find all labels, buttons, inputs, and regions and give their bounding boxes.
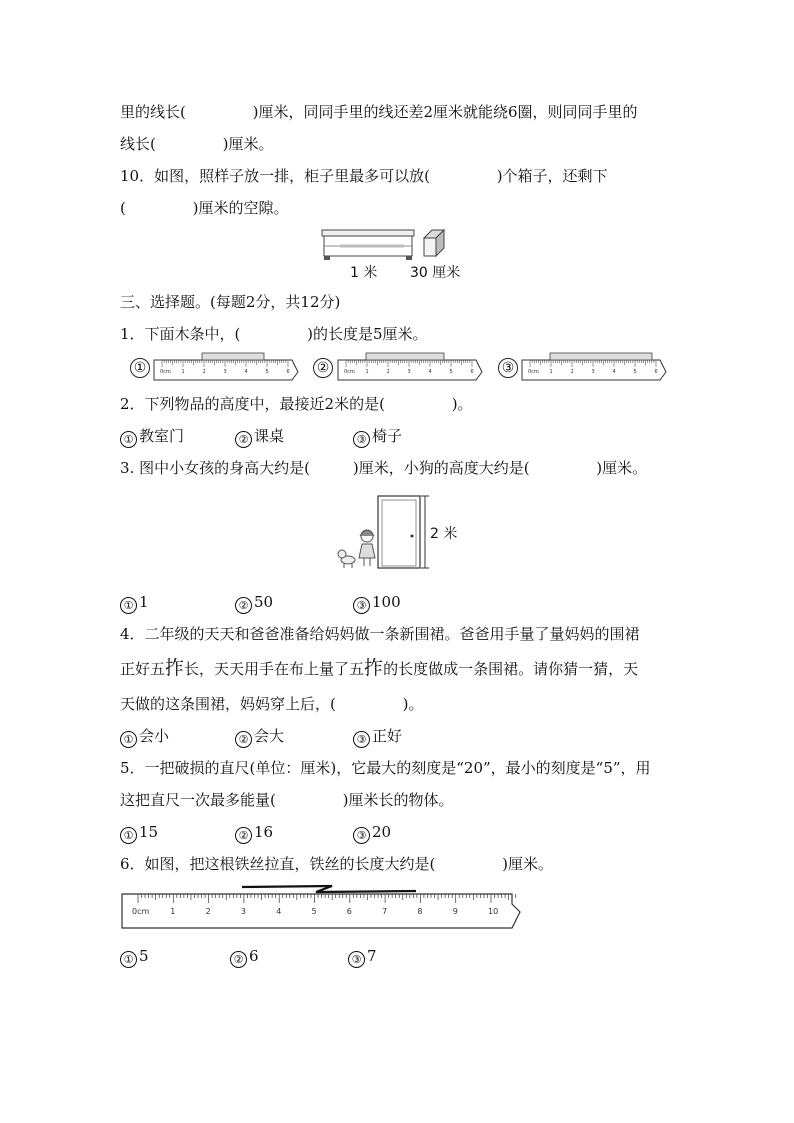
ruler-tick-label: 2 [205, 907, 211, 916]
ruler-tick-label: 6 [470, 369, 474, 375]
q3-option-3[interactable]: ③ 100 [353, 592, 401, 614]
zha-char: 拃 [165, 657, 185, 679]
q4-option-3[interactable]: ③ 正好 [353, 726, 402, 748]
ruler-tick-label: 8 [417, 907, 423, 916]
cabinet-box-figure [320, 226, 490, 286]
ruler-tick-label: 5 [265, 369, 269, 375]
q1-option-2-marker[interactable]: ② [313, 358, 333, 378]
ruler-tick-label: 3 [591, 369, 595, 375]
label-2m: 2 米 [430, 526, 458, 542]
ruler-unit-label: 0cm [160, 369, 171, 375]
q4-option-2[interactable]: ② 会大 [235, 726, 284, 748]
ruler-unit-label: 0cm [344, 369, 355, 375]
ruler-tick-label: 3 [240, 907, 246, 916]
q1-ruler-1 [152, 352, 302, 382]
q6-text: 6．如图，把这根铁丝拉直，铁丝的长度大约是( )厘米。 [120, 855, 554, 873]
q3-option-2[interactable]: ② 50 [235, 592, 273, 614]
q6-option-2[interactable]: ② 6 [230, 946, 259, 968]
q4-option-1[interactable]: ① 会小 [120, 726, 169, 748]
q10-line-1: 10．如图，照样子放一排，柜子里最多可以放( )个箱子，还剩下 [120, 167, 608, 185]
q5-option-3[interactable]: ③ 20 [353, 822, 391, 844]
q3-text: 3. 图中小女孩的身高大约是( )厘米，小狗的高度大约是( )厘米。 [120, 459, 648, 477]
q4-line-3: 天做的这条围裙，妈妈穿上后，( )。 [120, 695, 424, 713]
ruler-tick-label: 5 [449, 369, 453, 375]
q5-line-1: 5．一把破损的直尺(单位：厘米)，它最大的刻度是“20”，最小的刻度是“5”，用 [120, 759, 651, 777]
q5-option-2[interactable]: ② 16 [235, 822, 273, 844]
q6-ruler-with-wire [120, 882, 522, 930]
ruler-tick-label: 6 [654, 369, 658, 375]
wood-strip [366, 353, 444, 360]
q1-option-1-marker[interactable]: ① [130, 358, 150, 378]
girl-dog-door-figure [330, 494, 470, 574]
q5-option-1[interactable]: ① 15 [120, 822, 158, 844]
q1-ruler-2 [336, 352, 486, 382]
bent-wire [242, 886, 416, 892]
q9-line-1: 里的线长( )厘米，同同手里的线还差2厘米就能绕6圈，则同同手里的 [120, 103, 638, 121]
ruler-tick-label: 4 [244, 369, 248, 375]
ruler-unit-label: 0cm [132, 907, 150, 916]
ruler-tick-label: 2 [570, 369, 574, 375]
ruler-tick-label: 2 [386, 369, 390, 375]
q2-option-2[interactable]: ② 课桌 [235, 426, 284, 448]
ruler-tick-label: 5 [633, 369, 637, 375]
q6-option-1[interactable]: ① 5 [120, 946, 149, 968]
q6-option-3[interactable]: ③ 7 [348, 946, 377, 968]
ruler-unit-label: 0cm [528, 369, 539, 375]
section-3-title: 三、选择题。(每题2分，共12分) [120, 293, 341, 311]
ruler-tick-label: 1 [170, 907, 176, 916]
q2-text: 2．下列物品的高度中，最接近2米的是( )。 [120, 395, 473, 413]
q2-option-3[interactable]: ③ 椅子 [353, 426, 402, 448]
ruler-tick-label: 1 [549, 369, 553, 375]
q10-line-2: ( )厘米的空隙。 [120, 199, 289, 217]
wood-strip [202, 353, 264, 360]
ruler-tick-label: 10 [488, 907, 499, 916]
ruler-tick-label: 1 [181, 369, 185, 375]
ruler-tick-label: 3 [407, 369, 411, 375]
label-1m: 1 米 [350, 265, 378, 281]
q4-line-1: 4．二年级的天天和爸爸准备给妈妈做一条新围裙。爸爸用手量了量妈妈的围裙 [120, 625, 640, 643]
q4-line-2: 正好五拃长，天天用手在布上量了五拃的长度做成一条围裙。请你猜一猜，天 [120, 657, 639, 679]
ruler-tick-label: 6 [346, 907, 352, 916]
q1-text: 1．下面木条中，( )的长度是5厘米。 [120, 325, 428, 343]
label-30cm: 30 厘米 [410, 265, 461, 281]
ruler-tick-label: 4 [612, 369, 616, 375]
q3-option-1[interactable]: ① 1 [120, 592, 149, 614]
ruler-tick-label: 9 [452, 907, 458, 916]
zha-char-2: 拃 [364, 657, 384, 679]
ruler-tick-label: 2 [202, 369, 206, 375]
q1-ruler-3 [520, 352, 670, 382]
q9-line-2: 线长( )厘米。 [120, 135, 274, 153]
q5-line-2: 这把直尺一次最多能量( )厘米长的物体。 [120, 791, 454, 809]
q2-option-1[interactable]: ① 教室门 [120, 426, 184, 448]
ruler-tick-label: 6 [286, 369, 290, 375]
ruler-tick-label: 4 [276, 907, 282, 916]
ruler-tick-label: 1 [365, 369, 369, 375]
q1-option-3-marker[interactable]: ③ [498, 358, 518, 378]
ruler-tick-label: 7 [382, 907, 388, 916]
wood-strip [550, 353, 652, 360]
ruler-tick-label: 4 [428, 369, 432, 375]
ruler-tick-label: 3 [223, 369, 227, 375]
ruler-tick-label: 5 [311, 907, 317, 916]
